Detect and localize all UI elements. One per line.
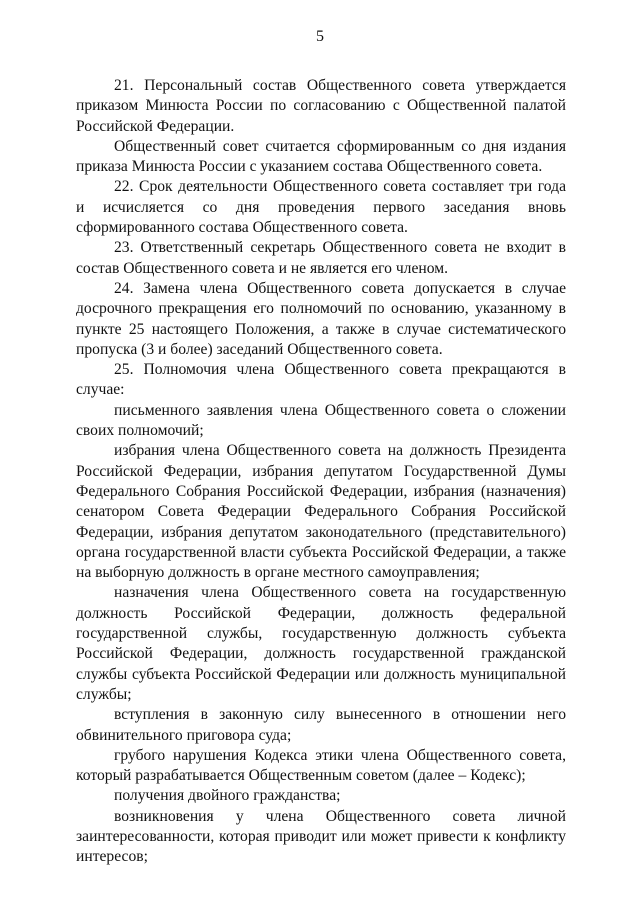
list-item-appointment: назначения члена Общественного совета на государственную должность Российской Федерации, должность федеральной государственной службы, государственную должность субъекта Российской Федерации, должность государственной гражданской службы субъекта Российской Федерации или должность муниципальной службы;	[76, 584, 566, 703]
paragraph-21-continuation: Общественный совет считается сформированным со дня издания приказа Минюста России с указанием состава Общественного совета.	[76, 137, 566, 176]
list-item-conflict-of-interest: возникновения у члена Общественного совета личной заинтересованности, которая приводит или может привести к конфликту интересов;	[76, 807, 566, 866]
paragraph-22: 22. Срок деятельности Общественного совета составляет три года и исчисляется со дня проведения первого заседания вновь сформированного состава Общественного совета.	[76, 178, 566, 237]
list-item-election: избрания члена Общественного совета на должность Президента Российской Федерации, избрания депутатом Государственной Думы Федерального Собрания Российской Федерации, избрания (назначения) сенатором Совета Федерации Федерального Собрания Российской Федерации, избрания депутатом законодательного (представительного) органа государственной власти субъекта Российской Федерации, а также на выборную должность в органе местного самоуправления;	[76, 442, 566, 582]
paragraph-23: 23. Ответственный секретарь Общественного совета не входит в состав Общественного совета и не является его членом.	[76, 239, 566, 277]
list-item-resignation: письменного заявления члена Общественного совета о сложении своих полномочий;	[76, 401, 566, 440]
paragraph-24: 24. Замена члена Общественного совета допускается в случае досрочного прекращения его полномочий по основанию, указанному в пункте 25 настоящего Положения, а также в случае систематического пропуска (3 и более) заседаний Общественного совета.	[76, 279, 566, 358]
list-item-ethics-violation: грубого нарушения Кодекса этики члена Общественного совета, который разрабатывается Общественным советом (далее – Кодекс);	[76, 746, 566, 785]
page-number: 5	[316, 28, 324, 45]
list-item-conviction: вступления в законную силу вынесенного в отношении него обвинительного приговора суда;	[76, 706, 566, 744]
list-item-dual-citizenship: получения двойного гражданства;	[114, 787, 341, 805]
paragraph-21: 21. Персональный состав Общественного совета утверждается приказом Минюста России по согласованию с Общественной палатой Российской Федерации.	[76, 77, 566, 135]
document-body	[76, 76, 566, 868]
paragraph-25: 25. Полномочия члена Общественного совета прекращаются в случае:	[76, 361, 566, 399]
